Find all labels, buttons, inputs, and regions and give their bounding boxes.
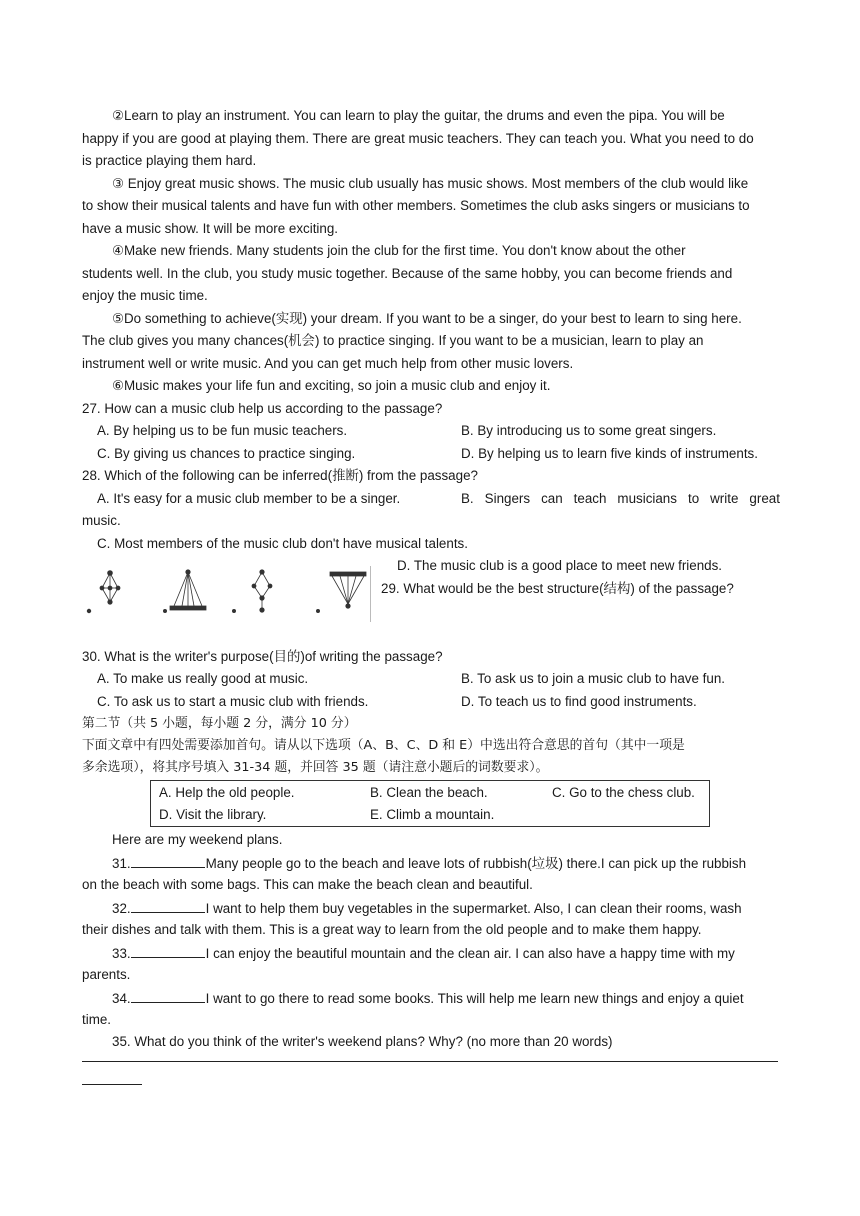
p2-line-3: is practice playing them hard. — [82, 153, 257, 168]
q28-option-b-cont: music. — [82, 513, 121, 528]
q31-line-2: on the beach with some bags. This can make the beach clean and beautiful. — [82, 877, 533, 892]
structure-figure-b — [163, 570, 206, 613]
q32-number: 32. — [112, 901, 131, 916]
plans-intro: Here are my weekend plans. — [112, 832, 283, 847]
section2-title: 第二节（共 5 小题，每小题 2 分，满分 10 分） — [82, 716, 357, 731]
p4-line-3: enjoy the music time. — [82, 288, 208, 303]
q34-text: I want to go there to read some books. This will help me learn new things and enjoy a quiet — [205, 991, 744, 1006]
q34-line-1 — [112, 988, 744, 1008]
q33-answer-blank[interactable] — [131, 943, 205, 958]
q32-text: I want to help them buy vegetables in the supermarket. Also, I can clean their rooms, wash — [205, 901, 742, 916]
q27-option-b: B. By introducing us to some great singers. — [461, 423, 717, 438]
q30-option-b: B. To ask us to join a music club to have fun. — [461, 671, 725, 686]
q28-option-b-word: Singers — [484, 491, 531, 506]
q28-option-c: C. Most members of the music club don't have musical talents. — [97, 536, 468, 551]
option-c: C. Go to the chess club. — [552, 785, 695, 800]
p5-line-2: The club gives you many chances(机会) to practice singing. If you want to be a musician, learn to play an — [82, 333, 704, 348]
q28-stem: 28. Which of the following can be inferred(推断) from the passage? — [82, 468, 478, 483]
q28-option-b-word: write — [710, 491, 739, 506]
q31-line-1 — [112, 853, 746, 873]
q28-option-b — [461, 490, 780, 508]
q35-answer-line[interactable] — [82, 1061, 778, 1062]
q35-stem: 35. What do you think of the writer's weekend plans? Why? (no more than 20 words) — [112, 1034, 613, 1049]
q27-stem: 27. How can a music club help us according to the passage? — [82, 401, 443, 416]
p5-line-1: ⑤Do something to achieve(实现) your dream. If you want to be a singer, do your best to learn to sing here. — [112, 311, 742, 326]
q31-text: Many people go to the beach and leave lots of rubbish(垃圾) there.I can pick up the rubbish — [205, 856, 747, 871]
structure-figure-d — [316, 572, 366, 613]
q28-option-b-word: musicians — [617, 491, 677, 506]
q28-option-b-word: B. — [461, 491, 474, 506]
q28-option-a: A. It's easy for a music club member to be a singer. — [97, 491, 401, 506]
q31-answer-blank[interactable] — [131, 853, 205, 868]
q30-stem: 30. What is the writer's purpose(目的)of writing the passage? — [82, 649, 443, 664]
structure-figure-a — [87, 571, 120, 613]
q28-option-b-word: can — [541, 491, 563, 506]
q30-option-c: C. To ask us to start a music club with friends. — [97, 694, 369, 709]
q35-answer-line-2[interactable] — [82, 1084, 142, 1085]
p4-line-2: students well. In the club, you study music together. Because of the same hobby, you can become friends and — [82, 266, 733, 281]
q33-line-1 — [112, 943, 735, 963]
option-b: B. Clean the beach. — [370, 785, 488, 800]
option-e: E. Climb a mountain. — [370, 807, 495, 822]
q28-option-b-word: to — [687, 491, 700, 506]
p2-line-2: happy if you are good at playing them. There are great music teachers. They can teach you. What you need to do — [82, 131, 754, 146]
q34-answer-blank[interactable] — [131, 988, 205, 1003]
options-box — [150, 780, 710, 827]
option-a: A. Help the old people. — [159, 785, 295, 800]
q28-option-d: D. The music club is a good place to meet new friends. — [397, 558, 723, 573]
section2-instruction-2: 多余选项），将其序号填入 31-34 题，并回答 35 题（请注意小题后的词数要求）。 — [82, 760, 549, 775]
q27-option-a: A. By helping us to be fun music teachers. — [97, 423, 348, 438]
q34-number: 34. — [112, 991, 131, 1006]
p5-line-3: instrument well or write music. And you can get much help from other music lovers. — [82, 356, 574, 371]
q33-line-2: parents. — [82, 967, 131, 982]
figure-divider — [370, 566, 371, 622]
q27-option-c: C. By giving us chances to practice singing. — [97, 446, 356, 461]
q34-line-2: time. — [82, 1012, 112, 1027]
q32-line-1 — [112, 898, 742, 918]
q28-option-b-word: great — [749, 491, 780, 506]
p3-line-3: have a music show. It will be more exciting. — [82, 221, 339, 236]
p2-line-1: ②Learn to play an instrument. You can learn to play the guitar, the drums and even the pipa. You will be — [112, 108, 725, 123]
p3-line-2: to show their musical talents and have fun with other members. Sometimes the club asks singers or musicians to — [82, 198, 750, 213]
structure-figure-c — [232, 570, 272, 613]
q32-line-2: their dishes and talk with them. This is a great way to learn from the old people and to make them happy. — [82, 922, 702, 937]
q33-number: 33. — [112, 946, 131, 961]
q33-text: I can enjoy the beautiful mountain and the clean air. I can also have a happy time with my — [205, 946, 735, 961]
q30-option-d: D. To teach us to find good instruments. — [461, 694, 697, 709]
q28-option-b-word: teach — [573, 491, 607, 506]
structure-diagrams — [82, 566, 370, 622]
q31-number: 31. — [112, 856, 131, 871]
q32-answer-blank[interactable] — [131, 898, 205, 913]
q30-option-a: A. To make us really good at music. — [97, 671, 309, 686]
q29-stem: 29. What would be the best structure(结构) of the passage? — [381, 581, 734, 596]
p3-line-1: ③ Enjoy great music shows. The music club usually has music shows. Most members of the club would like — [112, 176, 749, 191]
option-d: D. Visit the library. — [159, 807, 267, 822]
section2-instruction-1: 下面文章中有四处需要添加首句。请从以下选项（A、B、C、D 和 E）中选出符合意思的首句（其中一项是 — [82, 738, 685, 753]
p6-line: ⑥Music makes your life fun and exciting, so join a music club and enjoy it. — [112, 378, 551, 393]
q27-option-d: D. By helping us to learn five kinds of instruments. — [461, 446, 758, 461]
p4-line-1: ④Make new friends. Many students join the club for the first time. You don't know about the other — [112, 243, 686, 258]
